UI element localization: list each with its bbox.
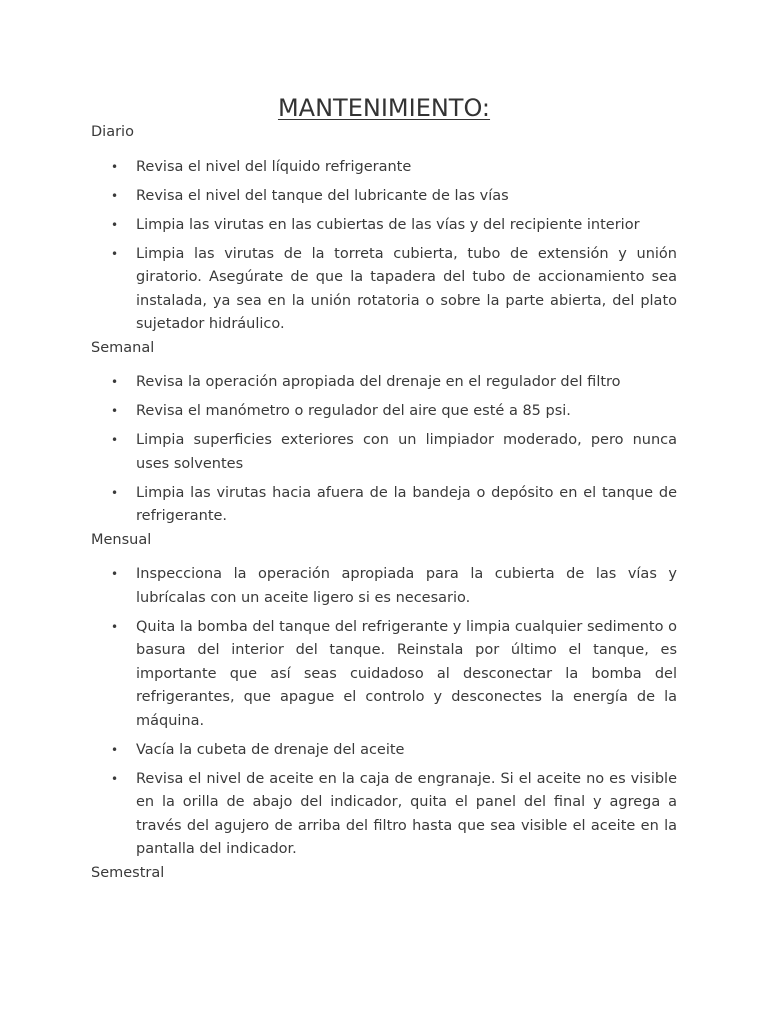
list-item: • Revisa el nivel del líquido refrigerante bbox=[91, 156, 677, 180]
diario-list bbox=[91, 156, 677, 337]
bullet-icon: • bbox=[111, 217, 119, 232]
bullet-icon: • bbox=[111, 188, 119, 203]
list-item: • Quita la bomba del tanque del refrigerante y limpia cualquier sedimento o basura del interior del tanque. Reinstala por último el tanque, es importante que así seas cuidadoso al desconectar la bomba del refrigerantes, que apague el controlo y desconectes la energía de la máquina. bbox=[91, 616, 677, 734]
bullet-icon: • bbox=[111, 404, 119, 418]
bullet-icon: • bbox=[111, 567, 119, 581]
bullet-icon: • bbox=[111, 159, 119, 174]
list-item: • Revisa la operación apropiada del drenaje en el regulador del filtro bbox=[91, 371, 677, 395]
maintenance-content bbox=[91, 121, 677, 885]
list-item: • Limpia las virutas en las cubiertas de las vías y del recipiente interior bbox=[91, 214, 677, 238]
list-item: • Revisa el nivel de aceite en la caja de engranaje. Si el aceite no es visible en la orilla de abajo del indicador, quita el panel del final y agrega a través del agujero de arriba del filtro hasta que sea visible el aceite en la pantalla del indicador. bbox=[91, 768, 677, 862]
bullet-icon: • bbox=[111, 771, 119, 786]
bullet-icon: • bbox=[111, 619, 119, 634]
list-item: • Limpia las virutas de la torreta cubierta, tubo de extensión y unión giratorio. Asegúrate de que la tapadera del tubo de accionamiento sea instalada, ya sea en la unión rotatoria o sobre la parte abierta, del plato sujetador hidráulico. bbox=[91, 243, 677, 337]
bullet-icon: • bbox=[111, 433, 119, 447]
section-heading-semestral: Semestral bbox=[91, 864, 165, 881]
mensual-list bbox=[91, 563, 677, 862]
section-heading-mensual: Mensual bbox=[91, 531, 152, 548]
list-item: • Limpia las virutas hacia afuera de la bandeja o depósito en el tanque de refrigerante. bbox=[91, 482, 677, 529]
bullet-icon: • bbox=[111, 375, 119, 389]
bullet-icon: • bbox=[111, 485, 119, 500]
page-title: MANTENIMIENTO: bbox=[277, 94, 491, 122]
section-heading-diario: Diario bbox=[91, 124, 134, 140]
bullet-icon: • bbox=[111, 742, 119, 757]
list-item: • Limpia superficies exteriores con un limpiador moderado, pero nunca uses solventes bbox=[91, 429, 677, 476]
list-item: • Revisa el manómetro o regulador del aire que esté a 85 psi. bbox=[91, 400, 677, 424]
list-item: • Revisa el nivel del tanque del lubricante de las vías bbox=[91, 185, 677, 209]
list-item: • Inspecciona la operación apropiada para la cubierta de las vías y lubrícalas con un aceite ligero si es necesario. bbox=[91, 563, 677, 610]
list-item: • Vacía la cubeta de drenaje del aceite bbox=[91, 739, 677, 763]
bullet-icon: • bbox=[111, 246, 119, 261]
section-heading-semanal: Semanal bbox=[91, 339, 155, 356]
semanal-list bbox=[91, 371, 677, 529]
